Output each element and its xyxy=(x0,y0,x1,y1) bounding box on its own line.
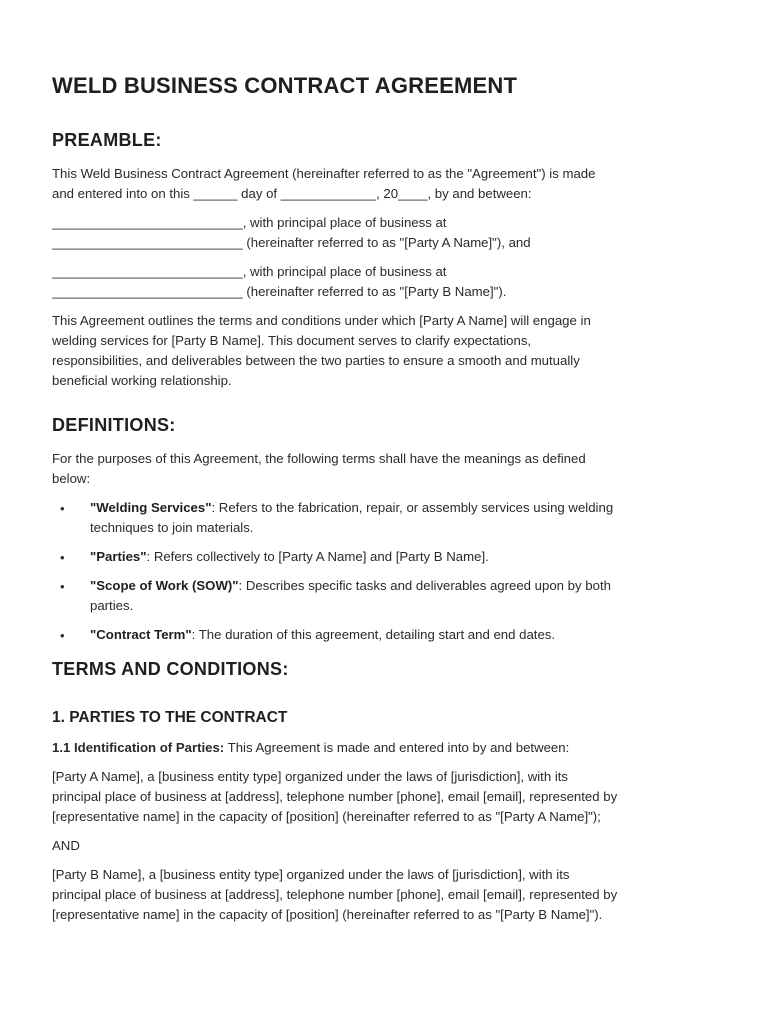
document-title: WELD BUSINESS CONTRACT AGREEMENT xyxy=(52,73,518,98)
bullet-icon: • xyxy=(60,628,65,643)
section-1-heading: 1. PARTIES TO THE CONTRACT xyxy=(52,709,288,726)
definition-text: : Describes specific tasks and deliverables agreed upon by both xyxy=(238,578,611,593)
party-b-blank xyxy=(52,262,727,302)
text-line: This Agreement outlines the terms and conditions under which [Party A Name] will engage in xyxy=(52,313,591,328)
preamble-heading: PREAMBLE: xyxy=(52,130,162,150)
text-line: principal place of business at [address], telephone number [phone], email [email], represented by xyxy=(52,887,618,902)
and-separator: AND xyxy=(52,838,80,853)
list-item xyxy=(52,547,727,567)
text-line: [Party A Name], a [business entity type] organized under the laws of [jurisdiction], with its xyxy=(52,769,569,784)
text-line: beneficial working relationship. xyxy=(52,373,232,388)
definition-text: techniques to join materials. xyxy=(90,520,254,535)
section-1-1-text: This Agreement is made and entered into by and between: xyxy=(224,740,570,755)
bullet-icon: • xyxy=(60,550,65,565)
text-line: [Party B Name], a [business entity type] organized under the laws of [jurisdiction], with its xyxy=(52,867,570,882)
definitions-list xyxy=(52,498,727,645)
terms-heading: TERMS AND CONDITIONS: xyxy=(52,659,289,679)
party-a-blank xyxy=(52,213,727,253)
definition-text: parties. xyxy=(90,598,134,613)
list-item xyxy=(52,576,727,616)
definition-term: "Scope of Work (SOW)" xyxy=(90,578,239,593)
text-line: __________________________, with principal place of business at xyxy=(52,264,447,279)
list-item xyxy=(52,498,727,538)
preamble-outline xyxy=(52,311,727,391)
text-line: __________________________ (hereinafter referred to as "[Party A Name]"), and xyxy=(52,235,531,250)
text-line: welding services for [Party B Name]. This document serves to clarify expectations, xyxy=(52,333,532,348)
text-line: [representative name] in the capacity of [position] (hereinafter referred to as "[Party A Name]"); xyxy=(52,809,601,824)
text-line: For the purposes of this Agreement, the following terms shall have the meanings as defined xyxy=(52,451,586,466)
definition-term: "Parties" xyxy=(90,549,147,564)
definitions-heading: DEFINITIONS: xyxy=(52,415,176,435)
text-line: and entered into on this ______ day of _____________, 20____, by and between: xyxy=(52,186,532,201)
party-a-details xyxy=(52,767,727,827)
preamble-intro xyxy=(52,164,727,204)
document-page xyxy=(52,66,727,925)
text-line: below: xyxy=(52,471,91,486)
definition-term: "Contract Term" xyxy=(90,627,192,642)
definition-text: : Refers collectively to [Party A Name] and [Party B Name]. xyxy=(146,549,489,564)
bullet-icon: • xyxy=(60,579,65,594)
text-line: __________________________, with principal place of business at xyxy=(52,215,447,230)
list-item xyxy=(52,625,727,645)
definition-text: : Refers to the fabrication, repair, or assembly services using welding xyxy=(211,500,614,515)
party-b-details xyxy=(52,865,727,925)
definition-text: : The duration of this agreement, detailing start and end dates. xyxy=(191,627,556,642)
text-line: This Weld Business Contract Agreement (hereinafter referred to as the "Agreement") is made xyxy=(52,166,596,181)
text-line: responsibilities, and deliverables between the two parties to ensure a smooth and mutually xyxy=(52,353,580,368)
definitions-intro xyxy=(52,449,727,489)
text-line: principal place of business at [address], telephone number [phone], email [email], represented by xyxy=(52,789,618,804)
text-line: [representative name] in the capacity of [position] (hereinafter referred to as "[Party B Name]"). xyxy=(52,907,603,922)
section-1-1 xyxy=(52,738,727,758)
bullet-icon: • xyxy=(60,501,65,516)
text-line: __________________________ (hereinafter referred to as "[Party B Name]"). xyxy=(52,284,507,299)
section-1-1-label: 1.1 Identification of Parties: xyxy=(52,740,225,755)
definition-term: "Welding Services" xyxy=(90,500,212,515)
